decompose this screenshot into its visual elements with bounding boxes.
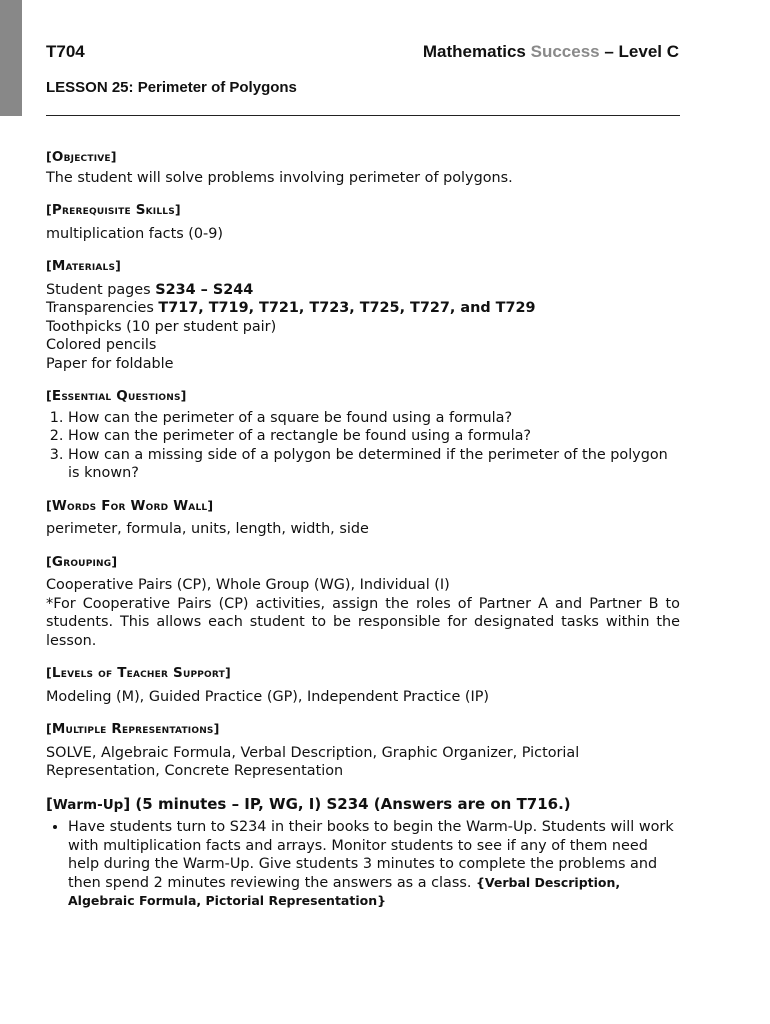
question-item: 1. How can the perimeter of a square be found using a formula? [68,409,680,428]
lesson-content [46,148,680,911]
header-divider [46,115,680,116]
grouping-note: *For Cooperative Pairs (CP) activities, assign the roles of Partner A and Partner B to students. This allows each student to be responsible for designated tasks within the lesson. [46,595,680,649]
lesson-title: LESSON 25: Perimeter of Polygons [46,79,297,96]
question-item: 3. How can a missing side of a polygon be determined if the perimeter of the polygon is known? [68,446,680,483]
materials-heading: [Materials] [46,258,122,274]
word-wall-text: perimeter, formula, units, length, width, side [46,521,369,537]
warm-up-list [46,818,680,911]
warm-up-heading: [Warm-Up] (5 minutes – IP, WG, I) S234 (Answers are on T716.) [46,794,571,813]
book-title-success: Success [530,42,600,61]
book-title-level: – Level C [604,42,679,61]
word-wall-heading: [Words For Word Wall] [46,497,214,514]
essential-questions-heading: [Essential Questions] [46,388,187,404]
representations-text: SOLVE, Algebraic Formula, Verbal Description, Graphic Organizer, Pictorial Representation, Concrete Representation [46,744,580,779]
page-code: T704 [46,42,85,61]
prerequisite-heading: [Prerequisite Skills] [46,202,181,218]
grouping-text: Cooperative Pairs (CP), Whole Group (WG), Individual (I) [46,577,450,593]
teacher-support-heading: [Levels of Teacher Support] [46,665,231,681]
warm-up-representation-tag: {Verbal Description, Algebraic Formula, Pictorial Representation} [68,874,621,908]
materials-student-pages: Student pages S234 – S244 [46,281,254,298]
materials-item: Paper for foldable [46,355,174,372]
book-title [423,42,679,62]
objective-text: The student will solve problems involving perimeter of polygons. [46,169,513,186]
materials-item: Colored pencils [46,337,157,353]
warm-up-bullet: • Have students turn to S234 in their books to begin the Warm-Up. Students will work with multiplication facts and arrays. Monitor students to see if any of them need help during the Warm-Up. Give students 3 minutes to complete the problems and then spend 2 minutes reviewing the answers as a class. {Verbal Description, Algebraic Formula, Pictorial Representation} [68,818,680,911]
representations-heading: [Multiple Representations] [46,721,220,737]
essential-questions-list [46,409,680,483]
teacher-support-text: Modeling (M), Guided Practice (GP), Independent Practice (IP) [46,688,490,705]
page-edge-tab [0,0,22,116]
question-item: 2. How can the perimeter of a rectangle be found using a formula? [68,427,680,446]
book-title-part1: Mathematics [422,42,526,61]
prerequisite-text: multiplication facts (0-9) [46,225,224,242]
materials-transparencies: Transparencies T717, T719, T721, T723, T725, T727, and T729 [46,300,536,316]
grouping-heading: [Grouping] [46,553,118,570]
objective-heading: [Objective] [46,149,117,165]
materials-item: Toothpicks (10 per student pair) [46,318,277,335]
page-header [46,42,679,62]
